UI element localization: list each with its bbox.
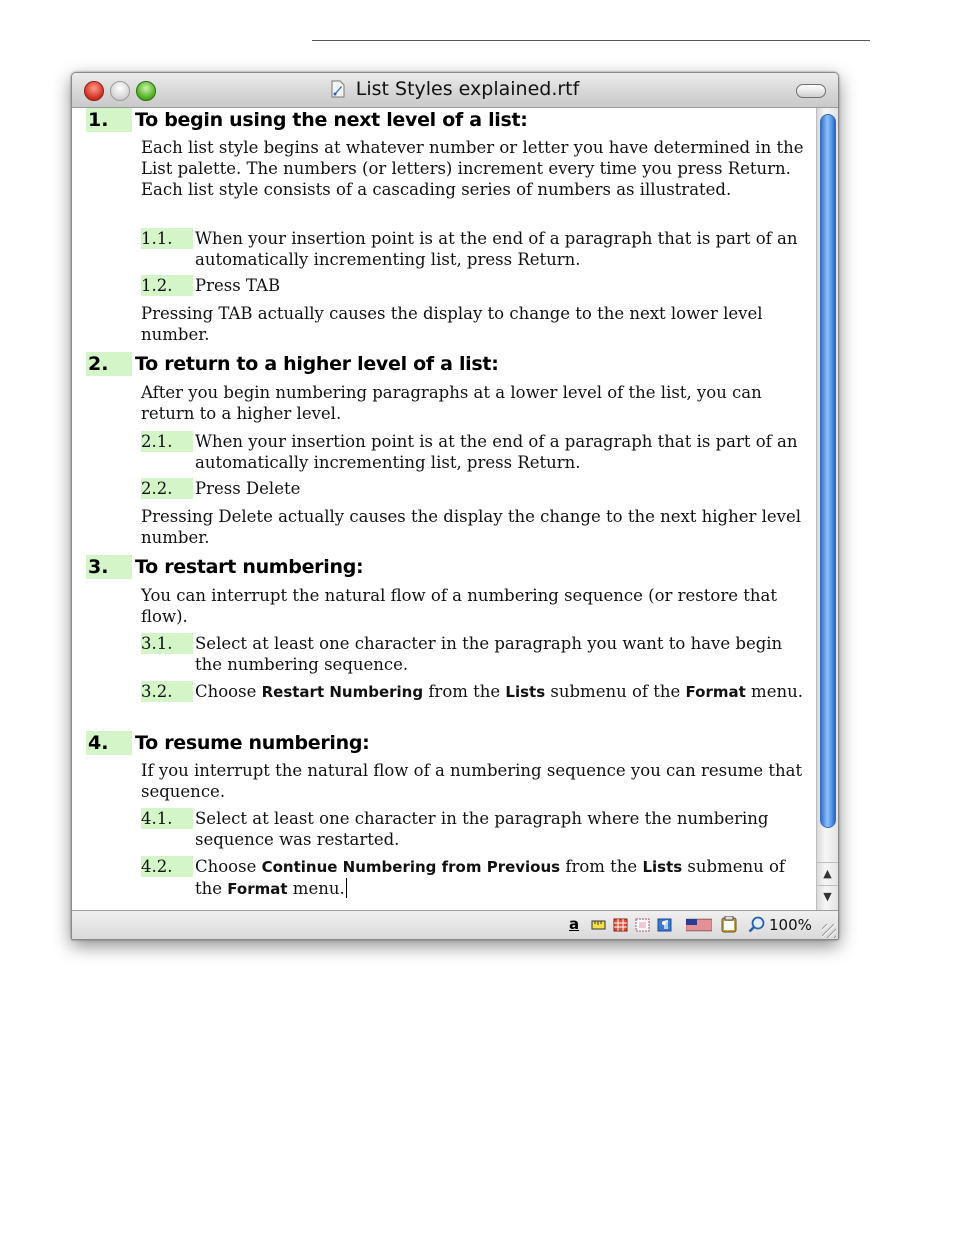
clipboard-icon[interactable]	[720, 916, 738, 933]
document-text-area[interactable]	[72, 108, 816, 910]
text-run: submenu of the	[545, 682, 686, 701]
section-outro-paragraph: Pressing Delete actually causes the display the change to the next higher level number.	[141, 507, 802, 547]
menu-command-name: Restart Numbering	[261, 683, 424, 701]
list-item-text: When your insertion point is at the end of a paragraph that is part of an automatically incrementing list, press Return.	[195, 432, 798, 472]
section-number: 3.	[86, 555, 132, 579]
page-top-rule	[312, 40, 870, 41]
text-insertion-cursor	[346, 878, 347, 898]
list-item-number: 4.1.	[141, 808, 193, 829]
menu-name: Format	[685, 683, 746, 701]
scroll-thumb[interactable]	[820, 114, 836, 828]
text-run: menu.	[287, 879, 345, 898]
list-item-text: Select at least one character in the paragraph where the numbering sequence was restarted.	[195, 809, 769, 849]
scroll-down-button[interactable]: ▼	[817, 885, 838, 908]
section-intro-paragraph: You can interrupt the natural flow of a numbering sequence (or restore that flow).	[141, 586, 777, 626]
menu-name: Format	[227, 880, 288, 898]
menu-name: Lists	[642, 858, 683, 876]
section-title: To restart numbering:	[135, 556, 364, 578]
table-grid-icon[interactable]	[613, 918, 628, 932]
magnifier-zoom-icon[interactable]	[748, 916, 766, 933]
text-run: from the	[560, 857, 643, 876]
document-window	[71, 72, 839, 940]
ruler-icon[interactable]	[591, 918, 606, 932]
scroll-up-button[interactable]: ▲	[817, 862, 838, 885]
section-title: To resume numbering:	[135, 732, 370, 754]
list-item-text	[195, 856, 805, 900]
list-item-text: When your insertion point is at the end of a paragraph that is part of an automatically incrementing list, press Return.	[195, 229, 798, 269]
list-item-text: Press TAB	[195, 276, 281, 295]
rtf-document-icon[interactable]	[331, 80, 345, 98]
us-flag-language-icon[interactable]	[686, 918, 712, 932]
list-item-number: 2.1.	[141, 431, 193, 452]
list-item-text	[195, 681, 805, 703]
section-number: 1.	[86, 108, 132, 132]
section-outro-paragraph: Pressing TAB actually causes the display to change to the next lower level number.	[141, 304, 763, 344]
section-number: 2.	[86, 352, 132, 376]
list-item-text: Select at least one character in the paragraph you want to have begin the numbering sequence.	[195, 634, 783, 674]
resize-grip[interactable]	[822, 924, 836, 938]
list-item-number: 3.1.	[141, 633, 193, 654]
text-run: submenu of the	[195, 857, 786, 898]
window-title-group	[72, 78, 838, 100]
page-layout-icon[interactable]	[635, 918, 650, 932]
text-run: from the	[423, 682, 506, 701]
vertical-scrollbar[interactable]	[816, 108, 838, 910]
section-intro-paragraph: If you interrupt the natural flow of a numbering sequence you can resume that sequence.	[141, 761, 803, 801]
section-title: To return to a higher level of a list:	[135, 353, 499, 375]
list-item-text: Press Delete	[195, 479, 301, 498]
invisibles-icon[interactable]	[657, 918, 672, 932]
title-bar[interactable]	[72, 73, 838, 108]
section-title: To begin using the next level of a list:	[135, 109, 528, 131]
list-item-number: 1.1.	[141, 228, 193, 249]
text-run: Choose	[195, 682, 262, 701]
status-bar	[72, 910, 838, 940]
zoom-level[interactable]: 100%	[769, 916, 812, 934]
list-item-number: 4.2.	[141, 856, 193, 877]
text-run: menu.	[745, 682, 803, 701]
section-number: 4.	[86, 731, 132, 755]
text-run: Choose	[195, 857, 262, 876]
list-item-number: 1.2.	[141, 275, 193, 296]
window-title: List Styles explained.rtf	[355, 78, 580, 100]
menu-name: Lists	[505, 683, 546, 701]
underline-style-icon[interactable]: a	[569, 915, 580, 933]
list-item-number: 3.2.	[141, 681, 193, 702]
toolbar-toggle-button[interactable]	[796, 84, 826, 98]
list-item-number: 2.2.	[141, 478, 193, 499]
menu-command-name: Continue Numbering from Previous	[261, 858, 561, 876]
section-intro-paragraph: After you begin numbering paragraphs at a lower level of the list, you can return to a higher level.	[141, 383, 762, 423]
section-intro-paragraph: Each list style begins at whatever number or letter you have determined in the List palette. The numbers (or letters) increment every time you press Return. Each list style consists of a cascading series of numbers as illustrated.	[141, 138, 804, 199]
